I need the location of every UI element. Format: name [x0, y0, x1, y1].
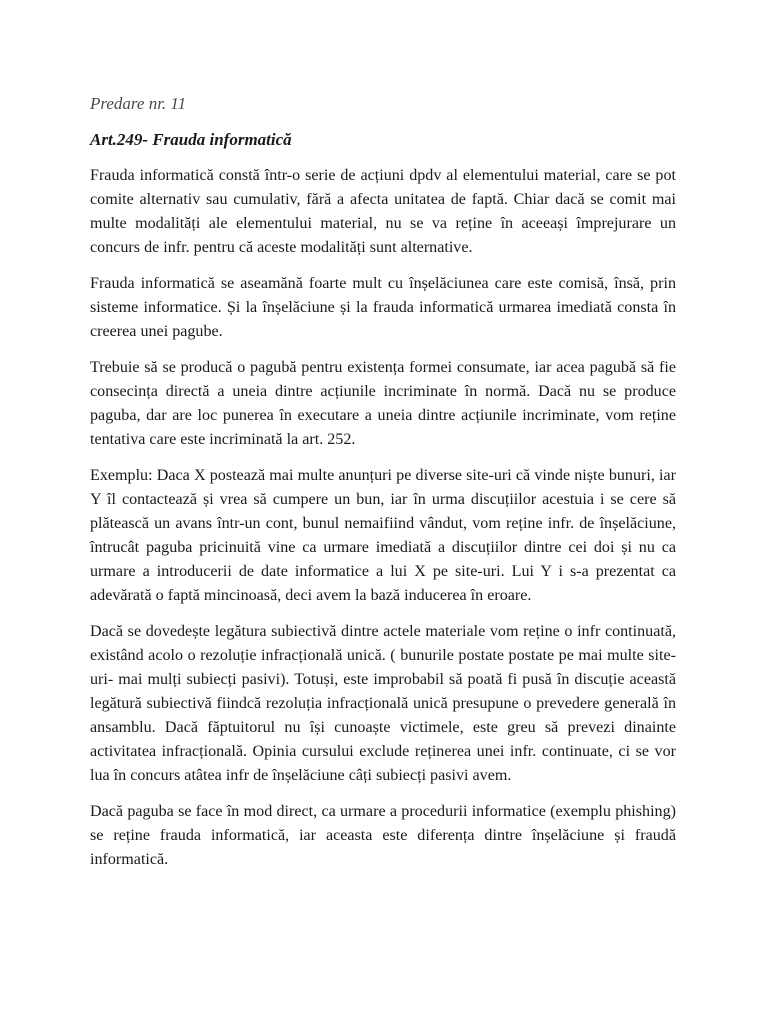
paragraph-difference: Dacă paguba se face în mod direct, ca urmare a procedurii informatice (exemplu phishing) se reține frauda informatică, iar aceasta este diferența dintre înșelăciune și fraudă informatică. — [90, 803, 676, 868]
paragraph-example: Exemplu: Daca X postează mai multe anunțuri pe diverse site-uri că vinde niște bunuri, iar Y îl contactează și vrea să cumpere un bun, iar în urma discuțiilor acestuia i se cere să plătească un avans într-un cont, bunul nemaifiind vândut, vom reține infr. de înșelăciune, întrucât paguba pricinuită vine ca urmare imediată a discuțiilor dintre cei doi și nu ca urmare a introducerii de date informatice a lui X pe site-uri. Lui Y i s-a prezentat ca adevărată o faptă mincinoasă, deci avem la bază inducerea în eroare. — [90, 467, 676, 604]
paragraph-damage: Trebuie să se producă o pagubă pentru existența formei consumate, iar acea pagubă să fie consecința directă a uneia dintre acțiunile incriminate în normă. Dacă nu se produce paguba, dar are loc punerea în executare a uneia dintre acțiunile incriminate, vom reține tentativa care este incriminată la art. 252. — [90, 359, 676, 448]
document-body — [90, 92, 676, 884]
paragraph-continued-offense: Dacă se dovedește legătura subiectivă dintre actele materiale vom reține o infr continuată, existând acolo o rezoluție infracțională unică. ( bunurile postate postate pe mai multe site-uri- mai mulți subiecți pasivi). Totuși, este improbabil să poată fi pusă în discuție această legătură subiectivă fiindcă rezoluția infracțională unică presupune o prevedere generală în ansamblu. Dacă făptuitorul nu își cunoaște victimele, este greu să prevezi dinainte activitatea infracțională. Opinia cursului exclude reținerea unei infr. continuate, ci se vor lua în concurs atâtea infr de înșelăciune câți subiecți pasivi avem. — [90, 623, 676, 784]
paragraph-definition: Frauda informatică constă într-o serie de acțiuni dpdv al elementului material, care se pot comite alternativ sau cumulativ, fără a afecta unitatea de faptă. Chiar dacă se comit mai multe modalități ale elementului material, nu se va reține în aceeași împrejurare un concurs de infr. pentru că aceste modalități sunt alternative. — [90, 167, 676, 256]
lesson-label: Predare nr. 11 — [90, 94, 187, 113]
article-title: Art.249- Frauda informatică — [90, 130, 292, 149]
paragraph-comparison: Frauda informatică se aseamănă foarte mult cu înșelăciunea care este comisă, însă, prin sisteme informatice. Și la înșelăciune și la frauda informatică urmarea imediată consta în creerea unei pagube. — [90, 275, 676, 340]
